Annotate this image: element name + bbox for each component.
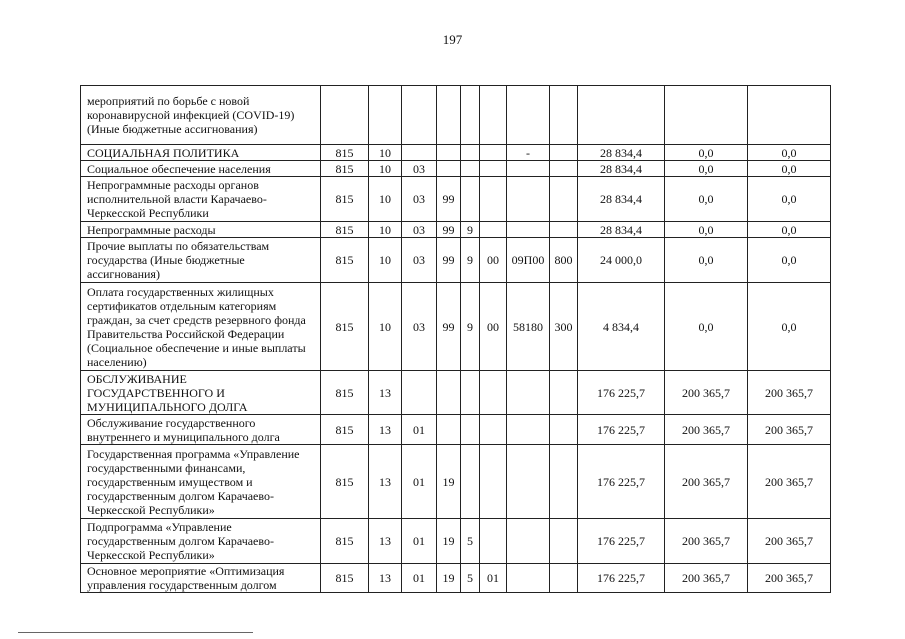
row-code-cell <box>507 564 550 593</box>
row-code-cell: 13 <box>369 445 402 519</box>
row-code-cell: 0,0 <box>748 145 831 161</box>
table-row <box>81 161 831 177</box>
row-code-cell <box>480 145 507 161</box>
row-code-cell <box>480 519 507 564</box>
row-code-cell: 800 <box>550 238 578 283</box>
row-name-cell: Непрограммные расходы органов исполнительной власти Карачаево-Черкесской Республики <box>81 177 321 222</box>
row-code-cell: 10 <box>369 283 402 371</box>
row-name-cell: Основное мероприятие «Оптимизация управления государственным долгом <box>81 564 321 593</box>
row-code-cell: 01 <box>402 445 437 519</box>
table-row <box>81 445 831 519</box>
row-code-cell <box>507 415 550 445</box>
budget-table <box>80 85 831 593</box>
row-code-cell: 0,0 <box>665 145 748 161</box>
row-code-cell: 5 <box>461 564 480 593</box>
row-code-cell <box>480 222 507 238</box>
row-code-cell <box>550 145 578 161</box>
row-name-cell: Подпрограмма «Управление государственным долгом Карачаево-Черкесской Республики» <box>81 519 321 564</box>
row-code-cell: 4 834,4 <box>578 283 665 371</box>
row-code-cell: 0,0 <box>748 222 831 238</box>
row-name-cell: Непрограммные расходы <box>81 222 321 238</box>
row-code-cell: 200 365,7 <box>748 445 831 519</box>
row-code-cell: 13 <box>369 371 402 415</box>
row-code-cell <box>665 86 748 145</box>
row-code-cell: 99 <box>437 222 461 238</box>
row-code-cell: 0,0 <box>665 161 748 177</box>
row-code-cell: 200 365,7 <box>665 445 748 519</box>
row-code-cell: 0,0 <box>748 238 831 283</box>
row-code-cell: 815 <box>321 445 369 519</box>
row-code-cell <box>507 86 550 145</box>
row-code-cell: 200 365,7 <box>665 519 748 564</box>
row-code-cell: 815 <box>321 519 369 564</box>
row-code-cell <box>550 177 578 222</box>
row-name-cell: Государственная программа «Управление государственными финансами, государственным имуществом и государственным долгом Карачаево-Черкесской Республики» <box>81 445 321 519</box>
row-code-cell <box>480 177 507 222</box>
row-code-cell: 03 <box>402 161 437 177</box>
row-code-cell: 9 <box>461 283 480 371</box>
row-code-cell: 815 <box>321 283 369 371</box>
row-code-cell: 0,0 <box>665 283 748 371</box>
row-code-cell <box>480 161 507 177</box>
row-code-cell <box>480 445 507 519</box>
row-code-cell: 28 834,4 <box>578 177 665 222</box>
row-name-cell: ОБСЛУЖИВАНИЕ ГОСУДАРСТВЕННОГО И МУНИЦИПАЛЬНОГО ДОЛГА <box>81 371 321 415</box>
row-code-cell: 9 <box>461 238 480 283</box>
row-code-cell: 01 <box>402 564 437 593</box>
row-code-cell <box>437 145 461 161</box>
row-code-cell: 200 365,7 <box>665 564 748 593</box>
row-code-cell: 03 <box>402 238 437 283</box>
row-code-cell: 10 <box>369 177 402 222</box>
row-code-cell <box>461 86 480 145</box>
row-code-cell: 0,0 <box>665 222 748 238</box>
row-code-cell <box>369 86 402 145</box>
page-number: 197 <box>442 32 463 47</box>
row-code-cell <box>507 371 550 415</box>
row-code-cell: 815 <box>321 161 369 177</box>
row-code-cell: 19 <box>437 445 461 519</box>
row-code-cell: 815 <box>321 371 369 415</box>
table-row <box>81 564 831 593</box>
row-name-cell: СОЦИАЛЬНАЯ ПОЛИТИКА <box>81 145 321 161</box>
row-code-cell: 200 365,7 <box>748 564 831 593</box>
row-code-cell <box>437 415 461 445</box>
row-code-cell: 13 <box>369 519 402 564</box>
table-row <box>81 283 831 371</box>
table-row <box>81 415 831 445</box>
table-row <box>81 519 831 564</box>
row-code-cell: 10 <box>369 238 402 283</box>
row-code-cell: 200 365,7 <box>665 415 748 445</box>
row-code-cell <box>461 371 480 415</box>
row-code-cell <box>550 519 578 564</box>
row-code-cell: 99 <box>437 238 461 283</box>
row-code-cell: 03 <box>402 177 437 222</box>
row-code-cell: 815 <box>321 222 369 238</box>
row-code-cell: 99 <box>437 283 461 371</box>
table-row <box>81 238 831 283</box>
footer-rule <box>18 632 253 633</box>
row-code-cell <box>437 371 461 415</box>
row-code-cell <box>507 222 550 238</box>
row-code-cell: 176 225,7 <box>578 415 665 445</box>
row-code-cell: 58180 <box>507 283 550 371</box>
row-code-cell: 300 <box>550 283 578 371</box>
row-code-cell: 176 225,7 <box>578 445 665 519</box>
row-code-cell: 28 834,4 <box>578 161 665 177</box>
row-name-cell: Оплата государственных жилищных сертификатов отдельным категориям граждан, за счет средств резервного фонда Правительства Российской Федерации (Социальное обеспечение и иные выплаты населению) <box>81 283 321 371</box>
row-code-cell <box>461 161 480 177</box>
row-code-cell: 10 <box>369 161 402 177</box>
row-code-cell <box>507 445 550 519</box>
row-code-cell: 815 <box>321 238 369 283</box>
row-code-cell: 10 <box>369 145 402 161</box>
row-code-cell <box>550 86 578 145</box>
row-code-cell: 03 <box>402 283 437 371</box>
table-row <box>81 177 831 222</box>
row-code-cell <box>461 177 480 222</box>
row-name-cell: Обслуживание государственного внутреннего и муниципального долга <box>81 415 321 445</box>
row-code-cell: 03 <box>402 222 437 238</box>
row-code-cell <box>461 145 480 161</box>
row-name-cell: Прочие выплаты по обязательствам государства (Иные бюджетные ассигнования) <box>81 238 321 283</box>
row-code-cell: 200 365,7 <box>748 415 831 445</box>
row-code-cell: 13 <box>369 564 402 593</box>
row-code-cell: 9 <box>461 222 480 238</box>
row-code-cell <box>550 222 578 238</box>
row-code-cell <box>480 415 507 445</box>
row-code-cell: 0,0 <box>748 283 831 371</box>
row-code-cell: 0,0 <box>748 161 831 177</box>
row-code-cell: 0,0 <box>665 177 748 222</box>
row-code-cell: 01 <box>402 519 437 564</box>
row-code-cell <box>507 519 550 564</box>
row-code-cell <box>480 371 507 415</box>
row-code-cell: 19 <box>437 564 461 593</box>
row-code-cell <box>507 177 550 222</box>
row-code-cell <box>321 86 369 145</box>
row-code-cell: 01 <box>402 415 437 445</box>
row-code-cell <box>550 415 578 445</box>
row-code-cell <box>461 445 480 519</box>
row-code-cell: 00 <box>480 238 507 283</box>
row-code-cell <box>550 161 578 177</box>
row-code-cell <box>507 161 550 177</box>
row-code-cell: 200 365,7 <box>748 519 831 564</box>
row-code-cell <box>550 564 578 593</box>
table-row <box>81 86 831 145</box>
row-code-cell: 01 <box>480 564 507 593</box>
row-code-cell: 815 <box>321 177 369 222</box>
row-code-cell <box>402 145 437 161</box>
row-code-cell <box>550 445 578 519</box>
row-code-cell: 13 <box>369 415 402 445</box>
row-code-cell: 19 <box>437 519 461 564</box>
row-code-cell: 815 <box>321 145 369 161</box>
row-code-cell <box>550 371 578 415</box>
row-code-cell: 24 000,0 <box>578 238 665 283</box>
row-code-cell: 99 <box>437 177 461 222</box>
row-code-cell: 10 <box>369 222 402 238</box>
row-code-cell <box>437 161 461 177</box>
row-code-cell <box>402 86 437 145</box>
row-code-cell: 200 365,7 <box>665 371 748 415</box>
row-code-cell: 176 225,7 <box>578 564 665 593</box>
row-code-cell: 815 <box>321 415 369 445</box>
row-code-cell: 00 <box>480 283 507 371</box>
row-code-cell: 28 834,4 <box>578 145 665 161</box>
row-code-cell: 28 834,4 <box>578 222 665 238</box>
row-code-cell <box>402 371 437 415</box>
row-code-cell: 0,0 <box>748 177 831 222</box>
row-code-cell <box>748 86 831 145</box>
row-code-cell: 09П00 <box>507 238 550 283</box>
table-row <box>81 371 831 415</box>
row-code-cell <box>437 86 461 145</box>
row-name-cell: Социальное обеспечение населения <box>81 161 321 177</box>
row-code-cell: 176 225,7 <box>578 371 665 415</box>
row-code-cell: 815 <box>321 564 369 593</box>
row-code-cell <box>578 86 665 145</box>
row-code-cell <box>480 86 507 145</box>
table-row <box>81 222 831 238</box>
row-code-cell: 5 <box>461 519 480 564</box>
row-code-cell: 176 225,7 <box>578 519 665 564</box>
row-code-cell: 0,0 <box>665 238 748 283</box>
row-code-cell: - <box>507 145 550 161</box>
row-code-cell: 200 365,7 <box>748 371 831 415</box>
row-code-cell <box>461 415 480 445</box>
table-row <box>81 145 831 161</box>
row-name-cell: мероприятий по борьбе с новой коронавирусной инфекцией (COVID-19) (Иные бюджетные ассигнования) <box>81 86 321 145</box>
